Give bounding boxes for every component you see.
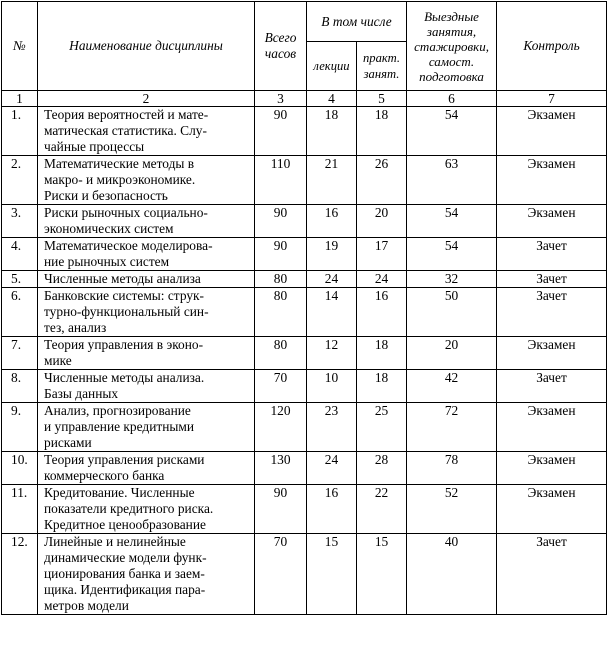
discipline-name-line: Теория управления в эконо- — [44, 337, 204, 352]
row-number: 12. — [2, 534, 38, 615]
total-hours: 90 — [255, 238, 307, 271]
header-total: Всего часов — [255, 2, 307, 91]
practice-hours: 25 — [357, 403, 407, 452]
practice-hours: 18 — [357, 337, 407, 370]
lecture-hours: 23 — [307, 403, 357, 452]
header-including: В том числе — [307, 2, 407, 42]
discipline-name-line: метров модели — [44, 598, 129, 613]
practice-hours: 26 — [357, 156, 407, 205]
discipline-name-line: макро- и микроэкономике. — [44, 172, 196, 187]
discipline-name — [38, 485, 255, 534]
practice-hours: 17 — [357, 238, 407, 271]
total-hours: 110 — [255, 156, 307, 205]
discipline-name — [38, 534, 255, 615]
control-type: Зачет — [497, 288, 607, 337]
lecture-hours: 19 — [307, 238, 357, 271]
row-number: 3. — [2, 205, 38, 238]
practice-hours: 28 — [357, 452, 407, 485]
discipline-name-line: Риски рыночных социально- — [44, 205, 208, 220]
row-number: 5. — [2, 271, 38, 288]
field-hours: 54 — [407, 107, 497, 156]
table-row — [2, 271, 607, 288]
curriculum-table — [1, 1, 607, 615]
row-number: 8. — [2, 370, 38, 403]
table-row — [2, 337, 607, 370]
table-body — [2, 107, 607, 615]
table-row — [2, 238, 607, 271]
discipline-name-line: ционирования банка и заем- — [44, 566, 205, 581]
discipline-name-line: Линейные и нелинейные — [44, 534, 186, 549]
discipline-name — [38, 271, 255, 288]
control-type: Зачет — [497, 271, 607, 288]
table-row — [2, 534, 607, 615]
discipline-name — [38, 403, 255, 452]
discipline-name — [38, 288, 255, 337]
discipline-name-line: чайные процессы — [44, 139, 145, 154]
field-hours: 78 — [407, 452, 497, 485]
discipline-name-line: Кредитное ценообразование — [44, 517, 206, 532]
table-row — [2, 403, 607, 452]
field-hours: 50 — [407, 288, 497, 337]
header-lectures: лекции — [307, 42, 357, 91]
table-row — [2, 288, 607, 337]
discipline-name-line: Математическое моделирова- — [44, 238, 213, 253]
discipline-name-line: щика. Идентификация пара- — [44, 582, 206, 597]
lecture-hours: 18 — [307, 107, 357, 156]
lecture-hours: 16 — [307, 205, 357, 238]
column-number: 7 — [497, 91, 607, 107]
discipline-name-line: динамические модели функ- — [44, 550, 207, 565]
discipline-name — [38, 205, 255, 238]
practice-hours: 22 — [357, 485, 407, 534]
control-type: Зачет — [497, 534, 607, 615]
discipline-name-line: и управление кредитными — [44, 419, 195, 434]
control-type: Экзамен — [497, 337, 607, 370]
field-hours: 40 — [407, 534, 497, 615]
column-number: 5 — [357, 91, 407, 107]
total-hours: 90 — [255, 205, 307, 238]
total-hours: 70 — [255, 534, 307, 615]
discipline-name-line: Кредитование. Численные — [44, 485, 195, 500]
table-row — [2, 205, 607, 238]
control-type: Экзамен — [497, 205, 607, 238]
field-hours: 54 — [407, 238, 497, 271]
discipline-name — [38, 370, 255, 403]
lecture-hours: 10 — [307, 370, 357, 403]
control-type: Экзамен — [497, 452, 607, 485]
lecture-hours: 14 — [307, 288, 357, 337]
practice-hours: 20 — [357, 205, 407, 238]
discipline-name-line: коммерческого банка — [44, 468, 165, 483]
lecture-hours: 24 — [307, 452, 357, 485]
row-number: 10. — [2, 452, 38, 485]
practice-hours: 18 — [357, 107, 407, 156]
column-number: 3 — [255, 91, 307, 107]
table-row — [2, 485, 607, 534]
field-hours: 20 — [407, 337, 497, 370]
total-hours: 80 — [255, 271, 307, 288]
discipline-name-line: Теория управления рисками — [44, 452, 205, 467]
total-hours: 120 — [255, 403, 307, 452]
header-name: Наименование дисциплины — [38, 2, 255, 91]
discipline-name — [38, 107, 255, 156]
discipline-name-line: Риски и безопасность — [44, 188, 168, 203]
discipline-name-line: Численные методы анализа. — [44, 370, 205, 385]
table-row — [2, 107, 607, 156]
discipline-name-line: Теория вероятностей и мате- — [44, 107, 209, 122]
row-number: 9. — [2, 403, 38, 452]
discipline-name-line: Анализ, прогнозирование — [44, 403, 191, 418]
row-number: 11. — [2, 485, 38, 534]
row-number: 4. — [2, 238, 38, 271]
table-row — [2, 156, 607, 205]
total-hours: 80 — [255, 288, 307, 337]
total-hours: 70 — [255, 370, 307, 403]
control-type: Экзамен — [497, 485, 607, 534]
field-hours: 63 — [407, 156, 497, 205]
field-hours: 42 — [407, 370, 497, 403]
discipline-name-line: Базы данных — [44, 386, 119, 401]
practice-hours: 24 — [357, 271, 407, 288]
lecture-hours: 24 — [307, 271, 357, 288]
control-type: Экзамен — [497, 156, 607, 205]
header-practice: практ. занят. — [357, 42, 407, 91]
lecture-hours: 21 — [307, 156, 357, 205]
total-hours: 130 — [255, 452, 307, 485]
header-field: Выездные занятия, стажировки, самост. подготовка — [407, 2, 497, 91]
header-no: № — [2, 2, 38, 91]
header-control: Контроль — [497, 2, 607, 91]
total-hours: 90 — [255, 107, 307, 156]
column-number: 6 — [407, 91, 497, 107]
total-hours: 90 — [255, 485, 307, 534]
discipline-name-line: турно-функциональный син- — [44, 304, 209, 319]
column-number: 1 — [2, 91, 38, 107]
discipline-name-line: рисками — [44, 435, 92, 450]
discipline-name-line: показатели кредитного риска. — [44, 501, 214, 516]
practice-hours: 18 — [357, 370, 407, 403]
field-hours: 72 — [407, 403, 497, 452]
discipline-name-line: мике — [44, 353, 72, 368]
discipline-name-line: тез, анализ — [44, 320, 107, 335]
lecture-hours: 12 — [307, 337, 357, 370]
row-number: 6. — [2, 288, 38, 337]
discipline-name-line: Численные методы анализа — [44, 271, 201, 286]
table-row — [2, 370, 607, 403]
practice-hours: 16 — [357, 288, 407, 337]
lecture-hours: 16 — [307, 485, 357, 534]
discipline-name-line: экономических систем — [44, 221, 174, 236]
row-number: 2. — [2, 156, 38, 205]
row-number: 1. — [2, 107, 38, 156]
practice-hours: 15 — [357, 534, 407, 615]
field-hours: 32 — [407, 271, 497, 288]
field-hours: 52 — [407, 485, 497, 534]
discipline-name — [38, 452, 255, 485]
discipline-name-line: Математические методы в — [44, 156, 195, 171]
column-number: 4 — [307, 91, 357, 107]
row-number: 7. — [2, 337, 38, 370]
discipline-name-line: ние рыночных систем — [44, 254, 170, 269]
total-hours: 80 — [255, 337, 307, 370]
control-type: Зачет — [497, 370, 607, 403]
field-hours: 54 — [407, 205, 497, 238]
column-number: 2 — [38, 91, 255, 107]
lecture-hours: 15 — [307, 534, 357, 615]
control-type: Экзамен — [497, 107, 607, 156]
discipline-name-line: матическая статистика. Слу- — [44, 123, 207, 138]
control-type: Экзамен — [497, 403, 607, 452]
discipline-name — [38, 337, 255, 370]
table-row — [2, 452, 607, 485]
discipline-name — [38, 238, 255, 271]
discipline-name-line: Банковские системы: струк- — [44, 288, 204, 303]
column-number-row — [2, 91, 607, 107]
control-type: Зачет — [497, 238, 607, 271]
discipline-name — [38, 156, 255, 205]
